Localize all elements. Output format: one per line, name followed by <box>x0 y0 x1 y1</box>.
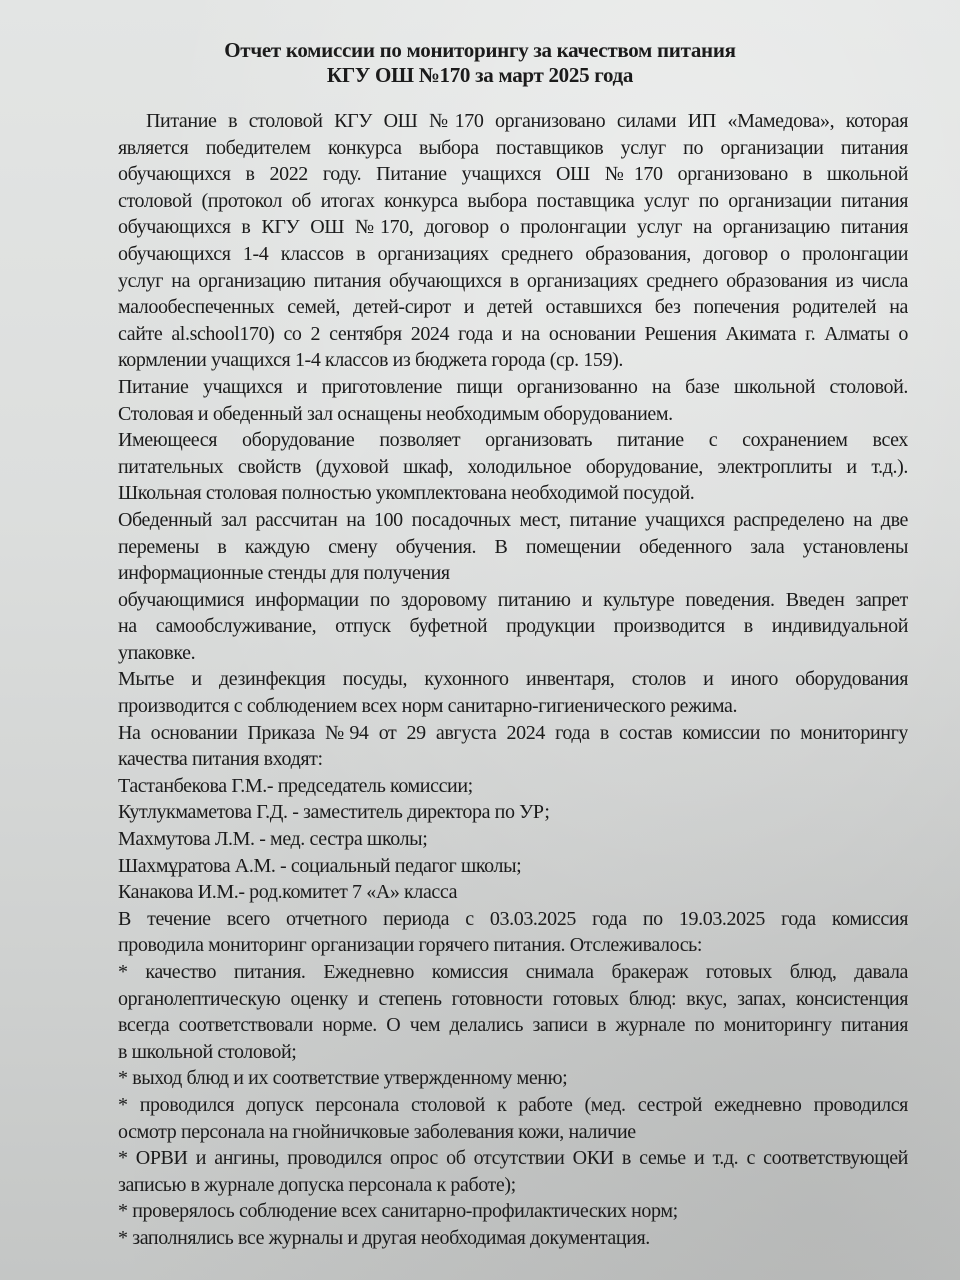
text-line: проводила мониторинг организации горячего питания. Отслеживалось: <box>118 934 703 957</box>
text-line: малообеспеченных семей, детей-сирот и детей оставшихся без попечения родителей на <box>118 296 908 319</box>
text-line: органолептическую оценку и степень готовности готовых блюд: вкус, запах, консистенция <box>118 987 908 1010</box>
text-line: на самообслуживание, отпуск буфетной продукции производится в индивидуальной <box>118 615 908 638</box>
document-body <box>118 108 908 1252</box>
text-line: всегда соответствовали норме. О чем делались записи в журнале по мониторингу питания <box>118 1014 908 1037</box>
text-line: * выход блюд и их соответствие утвержденному меню; <box>118 1067 568 1090</box>
text-line: производится с соблюдением всех норм санитарно-гигиенического режима. <box>118 695 738 718</box>
text-line: Махмутова Л.М. - мед. сестра школы; <box>118 828 428 851</box>
text-line: Шахмұратова А.М. - социальный педагог школы; <box>118 854 522 877</box>
text-line: услуг на организацию питания обучающихся в организациях среднего образования из числа <box>118 269 908 292</box>
text-line: В течение всего отчетного периода с 03.03.2025 года по 19.03.2025 года комиссия <box>118 907 908 930</box>
document-subtitle: КГУ ОШ №170 за март 2025 года <box>326 63 634 87</box>
text-line: в школьной столовой; <box>118 1040 297 1063</box>
text-line: качества питания входят: <box>118 748 323 771</box>
text-line: Мытье и дезинфекция посуды, кухонного инвентаря, столов и иного оборудования <box>118 668 908 691</box>
text-line: Кутлукмаметова Г.Д. - заместитель директора по УР; <box>118 801 550 824</box>
text-line: На основании Приказа №94 от 29 августа 2024 года в состав комиссии по мониторингу <box>118 721 908 744</box>
text-line: перемены в каждую смену обучения. В помещении обеденного зала установлены <box>118 535 908 558</box>
text-line: Питание в столовой КГУ ОШ №170 организовано силами ИП «Мамедова», которая <box>146 110 908 132</box>
text-line: * ОРВИ и ангины, проводился опрос об отсутствии ОКИ в семье и т.д. с соответствующей <box>118 1147 908 1170</box>
text-line: обучающимися информации по здоровому питанию и культуре поведения. Введен запрет <box>118 588 908 611</box>
text-line: обучающихся в 2022 году. Питание учащихся ОШ №170 организовано в школьной <box>118 163 908 186</box>
text-line: Столовая и обеденный зал оснащены необходимым оборудованием. <box>118 402 673 425</box>
text-line: питательных свойств (духовой шкаф, холодильное оборудование, электроплиты и т.д.). <box>118 455 908 478</box>
text-line: осмотр персонала на гнойничковые заболевания кожи, наличие <box>118 1120 636 1143</box>
text-line: записью в журнале допуска персонала к работе); <box>118 1173 516 1196</box>
text-line: сайте al.school170) со 2 сентября 2024 года и на основании Решения Акимата г. Алматы о <box>118 322 908 345</box>
text-line: Имеющееся оборудование позволяет организовать питание с сохранением всех <box>118 429 908 452</box>
text-line: столовой (протокол об итогах конкурса выбора поставщика услуг по организации питания <box>118 189 908 212</box>
text-line: Питание учащихся и приготовление пищи организованно на базе школьной столовой. <box>118 375 908 398</box>
text-line: кормлении учащихся 1-4 классов из бюджета города (ср. 159). <box>118 349 623 372</box>
text-line: * заполнялись все журналы и другая необходимая документация. <box>118 1226 650 1249</box>
text-line: Канакова И.М.- род.комитет 7 «А» класса <box>118 881 458 904</box>
text-line: Обеденный зал рассчитан на 100 посадочных мест, питание учащихся распределено на две <box>118 508 908 531</box>
text-line: * проверялось соблюдение всех санитарно-профилактических норм; <box>118 1200 678 1223</box>
text-line: упаковке. <box>118 641 196 664</box>
text-line: является победителем конкурса выбора поставщиков услуг по организации питания <box>118 136 908 159</box>
text-line: информационные стенды для получения <box>118 562 450 585</box>
text-line: * качество питания. Ежедневно комиссия снимала бракераж готовых блюд, давала <box>118 961 908 983</box>
text-line: * проводился допуск персонала столовой к работе (мед. сестрой ежедневно проводился <box>118 1093 908 1116</box>
text-line: Школьная столовая полностью укомплектована необходимой посудой. <box>118 482 695 505</box>
document-title: Отчет комиссии по мониторингу за качеством питания <box>224 38 736 62</box>
text-line: обучающихся 1-4 классов в организациях среднего образования, договор о пролонгации <box>118 242 908 265</box>
text-line: обучающихся в КГУ ОШ №170, договор о пролонгации услуг на организацию питания <box>118 216 908 239</box>
text-line: Тастанбекова Г.М.- председатель комиссии; <box>118 774 473 797</box>
